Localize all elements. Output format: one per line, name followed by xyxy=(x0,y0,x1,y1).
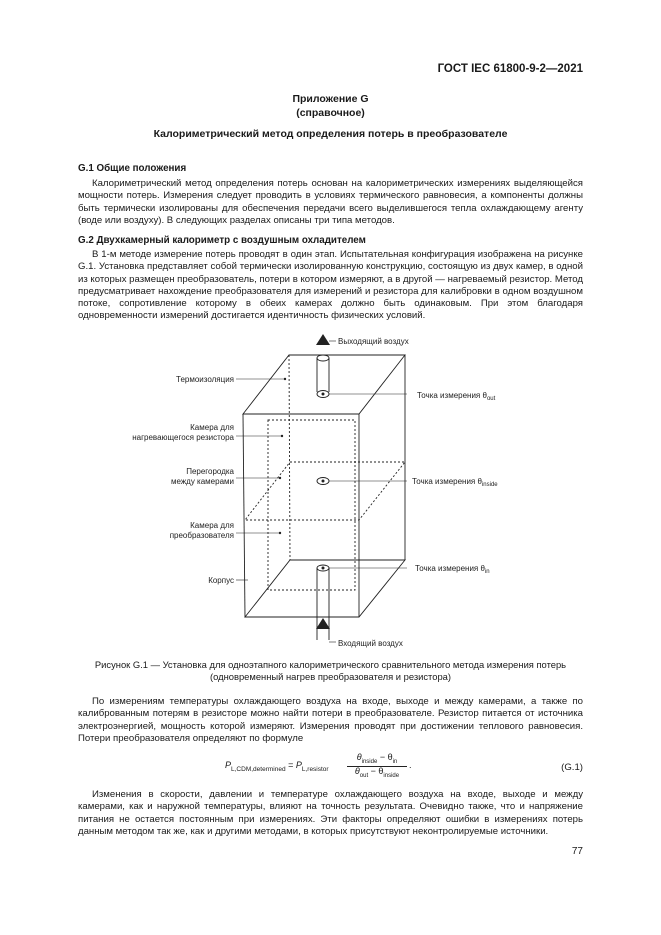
sensor-out-dot xyxy=(322,393,325,396)
annex-subtitle: (справочное) xyxy=(296,107,365,119)
formula-numerator: $\theta_{inside} - \theta_{in}$ xyxy=(347,752,407,767)
body-after-figure: По измерениям температуры охлаждающего воздуха на входе, выходе и между камерами, а также по калиброванным потерям в резисторе можно найти потери в преобразователе. Резистор питается от источника электроэнергией, мощность которой измеряют. Измерения проводят при достижении теплового равновесия. Потери преобразователя определяют по формуле xyxy=(78,696,583,744)
label-point-in: Точка измерения $\theta_{in}$ xyxy=(415,564,490,575)
formula-g1 xyxy=(210,752,490,780)
formula-lhs: $P_{L,CDM,determined} = P_{L,resistor}$ xyxy=(225,760,329,773)
formula-number: (G.1) xyxy=(561,762,583,773)
section-g2-text: В 1-м методе измерение потерь проводят в один этап. Испытательная конфигурация изображена на рисунке G.1. Установка представляет собой термически изолированную конструкцию, состоящую из двух камер, в одной из которых размещен преобразователь, потери в котором измеряют, а в другой — нагреваемый резистор. Метод предусматривает нахождение преобразователя для измерений и резистора для калибровки в одном воздушном потоке, сопротивление которому в обеих камерах должно быть одинаковым. При этом благодаря одновременности измерений достигается идентичность физических условий. xyxy=(78,249,583,322)
inner-chamber xyxy=(268,420,355,590)
page-number: 77 xyxy=(571,846,583,857)
standard-header: ГОСТ IEC 61800-9-2—2021 xyxy=(437,63,583,75)
section-g2-heading: G.2 Двухкамерный калориметр с воздушным охладителем xyxy=(78,235,366,246)
label-resistor-chamber-2: нагревающегося резистора xyxy=(132,433,234,442)
figure-calorimeter-diagram xyxy=(0,330,661,655)
annex-heading xyxy=(0,92,661,120)
top-insulation-plate xyxy=(243,355,405,414)
inlet-arrow-icon xyxy=(316,618,330,629)
section-g1-text: Калориметрический метод определения потерь основан на калориметрических измерениях выделяющейся мощности потерь. Измерения следует проводить в условиях термического равновесия, а компоненты должны быть термически изолированы для обеспечения передачи всего выделившегося тепла охлаждающему агенту (воде или воздуху). В следующих разделах описаны три типа методов. xyxy=(78,178,583,226)
label-resistor-chamber-1: Камера для xyxy=(190,423,234,432)
bottom-case-plate xyxy=(245,560,405,617)
figure-caption-line1: Рисунок G.1 — Установка для одноэтапного калориметрического сравнительного метода измерения потерь xyxy=(94,659,567,670)
label-case: Корпус xyxy=(208,576,234,585)
figure-caption xyxy=(0,659,661,684)
outlet-arrow-icon xyxy=(316,334,330,345)
label-inlet-air: Входящий воздух xyxy=(338,639,403,648)
formula-denominator: $\theta_{out} - \theta_{inside}$ xyxy=(354,766,400,779)
annex-title: Приложение G xyxy=(292,93,369,105)
label-converter-chamber-2: преобразователя xyxy=(169,531,234,540)
section-g1-heading: G.1 Общие положения xyxy=(78,163,187,174)
label-thermal-insulation: Термоизоляция xyxy=(176,375,234,384)
label-point-out: Точка измерения $\theta_{out}$ xyxy=(417,391,496,402)
label-converter-chamber-1: Камера для xyxy=(190,521,234,530)
partition-plate xyxy=(245,462,405,520)
main-title: Калориметрический метод определения потерь в преобразователе xyxy=(153,128,508,140)
label-outlet-air: Выходящий воздух xyxy=(338,337,409,346)
label-partition-2: между камерами xyxy=(170,477,234,486)
closing-text: Изменения в скорости, давлении и температуре охлаждающего воздуха на входе, выходе и между камерами, как и наружной температуры, влияют на точность результата. Очевидно также, что и напряжение питания не остается постоянным при измерениях. Эти факторы определяют ошибки в измерениях потерь данным методом так же, как и другими методами, в которых присутствуют неконтролируемые источники. xyxy=(78,789,583,837)
sensor-in-dot xyxy=(322,567,325,570)
sensor-inside-dot xyxy=(322,480,325,483)
label-partition-1: Перегородка xyxy=(186,467,234,476)
label-point-inside: Точка измерения $\theta_{inside}$ xyxy=(412,477,498,488)
formula-end: . xyxy=(409,760,412,770)
figure-caption-line2: (одновременный нагрев преобразователя и резистора) xyxy=(210,671,451,683)
